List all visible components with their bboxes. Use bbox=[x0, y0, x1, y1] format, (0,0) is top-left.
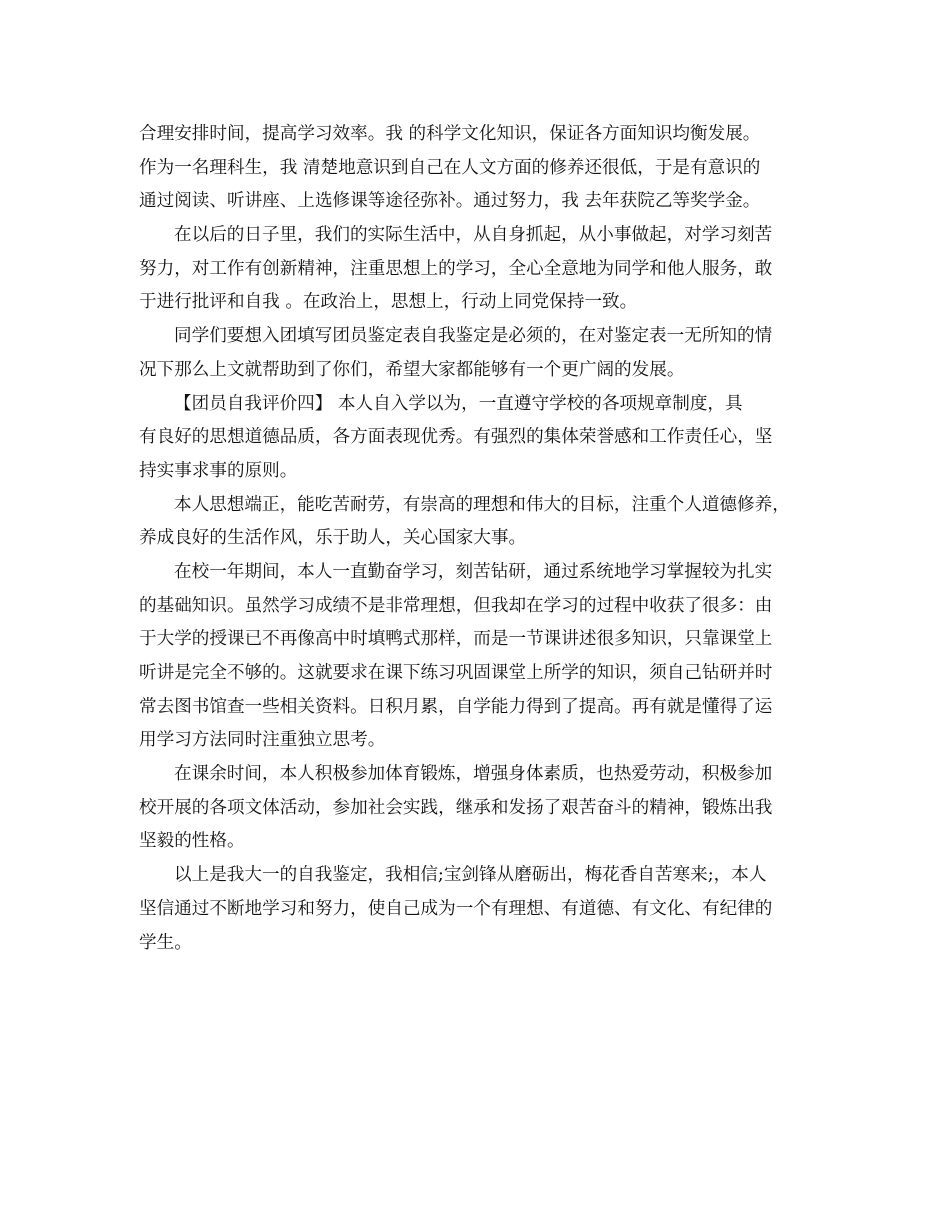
text-line: 校开展的各项文体活动，参加社会实践，继承和发扬了艰苦奋斗的精神，锻炼出我 bbox=[139, 797, 773, 818]
text-line: 在课余时间，本人积极参加体育锻炼，增强身体素质，也热爱劳动，积极参加 bbox=[174, 764, 773, 785]
text-line: 学生。 bbox=[139, 932, 192, 953]
text-line: 听讲是完全不够的。这就要求在课下练习巩固课堂上所学的知识，须自己钻研并时 bbox=[139, 663, 773, 683]
text-line: 合理安排时间，提高学习效率。我 的科学文化知识，保证各方面知识均衡发展。 bbox=[139, 124, 761, 144]
text-line: 用学习方法同时注重独立思考。 bbox=[139, 730, 386, 751]
text-line: 常去图书馆查一些相关资料。日积月累，自学能力得到了提高。再有就是懂得了运 bbox=[139, 696, 773, 717]
text-line: 在校一年期间，本人一直勤奋学习，刻苦钻研，通过系统地学习掌握较为扎实 bbox=[174, 561, 773, 582]
text-line: 坚毅的性格。 bbox=[139, 831, 245, 852]
text-line: 通过阅读、听讲座、上选修课等途径弥补。通过努力，我 去年获院乙等奖学金。 bbox=[139, 191, 761, 212]
text-line: 持实事求事的原则。 bbox=[139, 460, 298, 481]
document-body bbox=[139, 118, 819, 960]
text-line: 于进行批评和自我 。在政治上，思想上，行动上同党保持一致。 bbox=[139, 292, 638, 313]
text-line: 的基础知识。虽然学习成绩不是非常理想，但我却在学习的过程中收获了很多：由 bbox=[139, 595, 773, 616]
text-line: 作为一名理科生，我 清楚地意识到自己在人文方面的修养还很低，于是有意识的 bbox=[139, 157, 761, 178]
text-line: 在以后的日子里，我们的实际生活中，从自身抓起，从小事做起，对学习刻苦 bbox=[174, 225, 773, 246]
text-line: 【团员自我评价四】 本人自入学以为，一直遵守学校的各项规章制度，具 bbox=[174, 393, 743, 414]
text-line: 坚信通过不断地学习和努力，使自己成为一个有理想、有道德、有文化、有纪律的 bbox=[139, 898, 773, 919]
text-line: 同学们要想入团填写团员鉴定表自我鉴定是必须的，在对鉴定表一无所知的情 bbox=[174, 326, 773, 347]
text-line: 养成良好的生活作风，乐于助人，关心国家大事。 bbox=[139, 528, 527, 549]
text-line: 有良好的思想道德品质，各方面表现优秀。有强烈的集体荣誉感和工作责任心，坚 bbox=[139, 427, 773, 448]
text-line: 况下那么上文就帮助到了你们，希望大家都能够有一个更广阔的发展。 bbox=[139, 359, 685, 380]
text-line: 于大学的授课已不再像高中时填鸭式那样，而是一节课讲述很多知识，只靠课堂上 bbox=[139, 629, 773, 650]
text-line: 以上是我大一的自我鉴定，我相信;宝剑锋从磨砺出，梅花香自苦寒来;，本人 bbox=[174, 865, 767, 886]
text-line: 努力，对工作有创新精神，注重思想上的学习，全心全意地为同学和他人服务，敢 bbox=[139, 258, 773, 279]
text-line: 本人思想端正，能吃苦耐劳，有崇高的理想和伟大的目标，注重个人道德修养， bbox=[174, 494, 790, 515]
